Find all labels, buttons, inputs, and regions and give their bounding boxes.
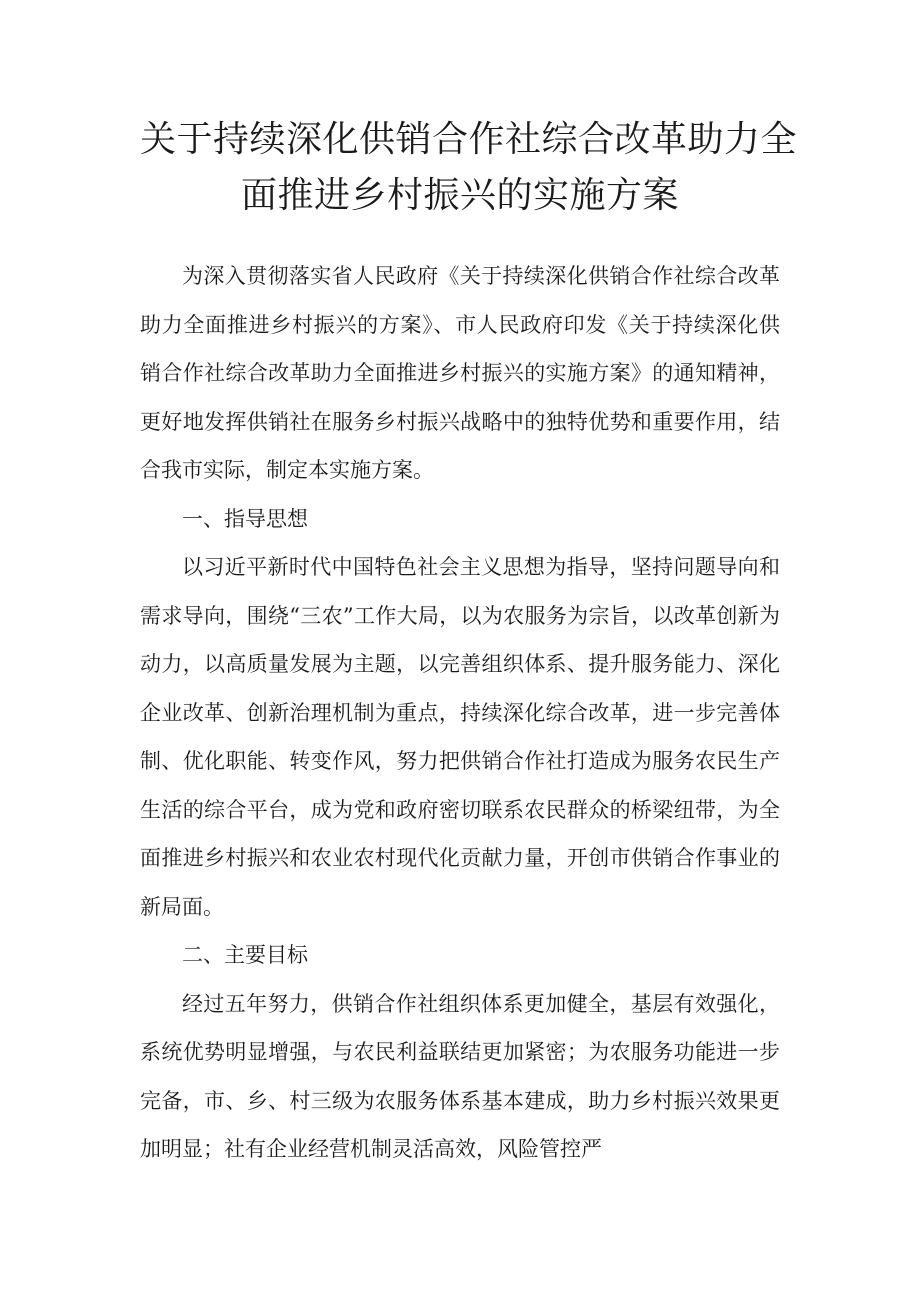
guiding-ideology-paragraph: 以习近平新时代中国特色社会主义思想为指导，坚持问题导向和需求导向，围绕“三农”工作大局，以为农服务为宗旨，以改革创新为动力，以高质量发展为主题，以完善组织体系、提升服务能力、深化企业改革、创新治理机制为重点，持续深化综合改革，进一步完善体制、优化职能、转变作风，努力把供销合作社打造成为服务农民生产生活的综合平台，成为党和政府密切联系农民群众的桥梁纽带，为全面推进乡村振兴和农业农村现代化贡献力量，开创市供销合作事业的新局面。 xyxy=(140,555,780,919)
intro-paragraph: 为深入贯彻落实省人民政府《关于持续深化供销合作社综合改革助力全面推进乡村振兴的方案》、市人民政府印发《关于持续深化供销合作社综合改革助力全面推进乡村振兴的实施方案》的通知精神，更好地发挥供销社在服务乡村振兴战略中的独特优势和重要作用，结合我市实际，制定本实施方案。 xyxy=(140,264,780,482)
document-title xyxy=(140,112,798,224)
document-title-line-1: 关于持续深化供销合作社综合改革助力全 xyxy=(140,119,798,160)
document-title-line-2: 面推进乡村振兴的实施方案 xyxy=(240,175,679,216)
main-goals-paragraph: 经过五年努力，供销合作社组织体系更加健全，基层有效强化，系统优势明显增强，与农民利益联结更加紧密；为农服务功能进一步完备，市、乡、村三级为农服务体系基本建成，助力乡村振兴效果更加明显；社有企业经营机制灵活高效，风险管控严 xyxy=(140,991,780,1161)
section-heading-guiding-ideology: 一、指导思想 xyxy=(182,506,308,531)
section-heading-main-goals: 二、主要目标 xyxy=(182,943,308,967)
document-body xyxy=(140,252,780,1174)
